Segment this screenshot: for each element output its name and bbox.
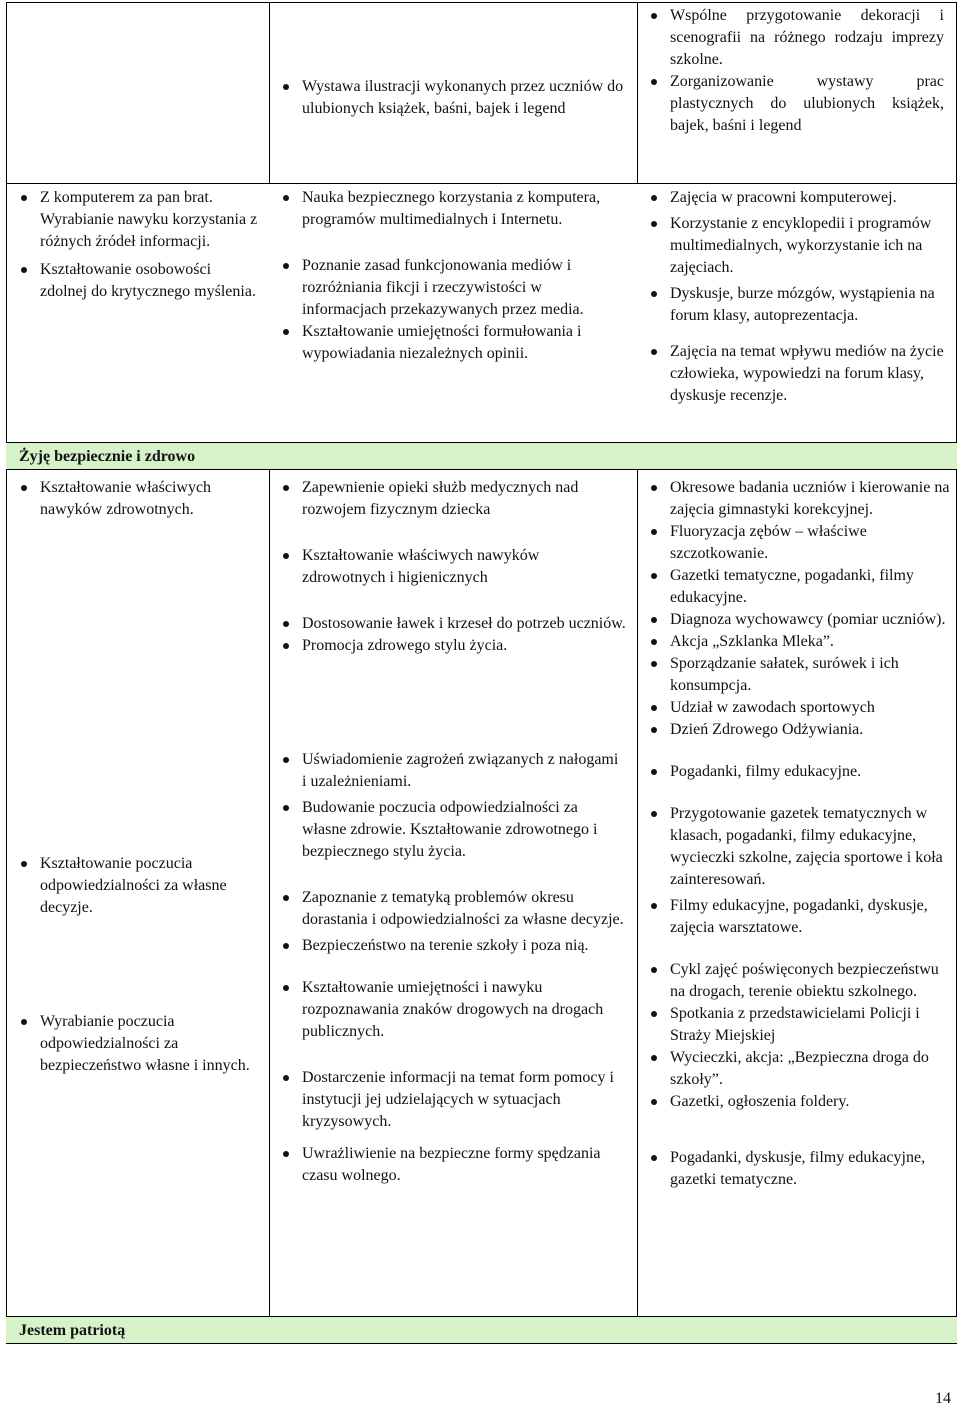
list-item: Dzień Zdrowego Odżywiania. (642, 719, 954, 741)
section-title: Jestem patriotą (19, 1322, 126, 1339)
list-item: Filmy edukacyjne, pogadanki, dyskusje, zajęcia warsztatowe. (642, 895, 954, 939)
health-row-col2 (274, 477, 626, 1187)
list-item: Przygotowanie gazetek tematycznych w klasach, pogadanki, filmy edukacyjne, wycieczki szkolne, zajęcia sportowe i koła zainteresowań. (642, 803, 954, 891)
list-item: Spotkania z przedstawicielami Policji i Straży Miejskiej (642, 1003, 954, 1047)
computer-row-col1 (12, 187, 262, 303)
list-item: Diagnoza wychowawcy (pomiar uczniów). (642, 609, 954, 631)
list-item: Gazetki, ogłoszenia foldery. (642, 1091, 954, 1113)
list-item: Wycieczki, akcja: „Bezpieczna droga do szkoły”. (642, 1047, 954, 1091)
section-row-health (6, 442, 957, 470)
list-item: Bezpieczeństwo na terenie szkoły i poza nią. (274, 935, 626, 957)
list-item: Zajęcia na temat wpływu mediów na życie człowieka, wypowiedzi na forum klasy, dyskusje recenzje. (642, 341, 954, 407)
top-row-col2 (274, 76, 626, 120)
list-item: Zapewnienie opieki służb medycznych nad rozwojem fizycznym dziecka (274, 477, 626, 521)
section-title: Żyję bezpiecznie i zdrowo (19, 448, 196, 465)
list-item: Kształtowanie właściwych nawyków zdrowotnych. (12, 477, 262, 521)
list-item: Wystawa ilustracji wykonanych przez uczniów do ulubionych książek, baśni, bajek i legend (274, 76, 626, 120)
list-item: Poznanie zasad funkcjonowania mediów i rozróżniania fikcji i rzeczywistości w informacjach przekazywanych przez media. (274, 255, 626, 321)
list-item: Dyskusje, burze mózgów, wystąpienia na forum klasy, autoprezentacja. (642, 283, 954, 327)
top-row-col3 (642, 5, 944, 137)
list-item: Z komputerem za pan brat. Wyrabianie nawyku korzystania z różnych źródeł informacji. (12, 187, 262, 253)
list-item: Okresowe badania uczniów i kierowanie na zajęcia gimnastyki korekcyjnej. (642, 477, 954, 521)
list-item: Kształtowanie umiejętności i nawyku rozpoznawania znaków drogowych na drogach publicznych. (274, 977, 626, 1043)
list-item: Korzystanie z encyklopedii i programów multimedialnych, wykorzystanie ich na zajęciach. (642, 213, 954, 279)
computer-row-col3 (642, 187, 954, 407)
list-item: Uświadomienie zagrożeń związanych z nałogami i uzależnieniami. (274, 749, 626, 793)
list-item: Nauka bezpiecznego korzystania z komputera, programów multimedialnych i Internetu. (274, 187, 626, 231)
list-item: Budowanie poczucia odpowiedzialności za własne zdrowie. Kształtowanie zdrowotnego i bezpiecznego stylu życia. (274, 797, 626, 863)
list-item: Udział w zawodach sportowych (642, 697, 954, 719)
list-item: Zajęcia w pracowni komputerowej. (642, 187, 954, 209)
list-item: Sporządzanie sałatek, surówek i ich konsumpcja. (642, 653, 954, 697)
list-item: Fluoryzacja zębów – właściwe szczotkowanie. (642, 521, 954, 565)
list-item: Akcja „Szklanka Mleka”. (642, 631, 954, 653)
section-row-patriot (6, 1316, 957, 1344)
list-item: Kształtowanie poczucia odpowiedzialności za własne decyzje. (12, 853, 262, 919)
list-item: Cykl zajęć poświęconych bezpieczeństwu na drogach, terenie obiektu szkolnego. (642, 959, 954, 1003)
list-item: Zapoznanie z tematyką problemów okresu dorastania i odpowiedzialności za własne decyzje. (274, 887, 626, 931)
list-item: Zorganizowanie wystawy prac plastycznych do ulubionych książek, bajek, baśni i legend (642, 71, 944, 137)
computer-row-col2 (274, 187, 626, 365)
health-row-col3 (642, 477, 954, 1191)
list-item: Pogadanki, filmy edukacyjne. (642, 761, 954, 783)
list-item: Wyrabianie poczucia odpowiedzialności za bezpieczeństwo własne i innych. (12, 1011, 262, 1077)
list-item: Gazetki tematyczne, pogadanki, filmy edukacyjne. (642, 565, 954, 609)
column-divider (269, 2, 270, 183)
list-item: Dostarczenie informacji na temat form pomocy i instytucji jej udzielających w sytuacjach kryzysowych. (274, 1067, 626, 1133)
list-item: Kształtowanie osobowości zdolnej do krytycznego myślenia. (12, 259, 262, 303)
list-item: Kształtowanie umiejętności formułowania i wypowiadania niezależnych opinii. (274, 321, 626, 365)
health-row-col1 (12, 477, 262, 1077)
page-number: 14 (935, 1390, 951, 1407)
list-item: Promocja zdrowego stylu życia. (274, 635, 626, 657)
column-divider (637, 470, 638, 1316)
row-divider (6, 183, 957, 184)
column-divider (269, 470, 270, 1316)
column-divider (637, 2, 638, 183)
list-item: Dostosowanie ławek i krzeseł do potrzeb uczniów. (274, 613, 626, 635)
list-item: Pogadanki, dyskusje, filmy edukacyjne, gazetki tematyczne. (642, 1147, 954, 1191)
list-item: Wspólne przygotowanie dekoracji i scenografii na różnego rodzaju imprezy szkolne. (642, 5, 944, 71)
list-item: Uwrażliwienie na bezpieczne formy spędzania czasu wolnego. (274, 1143, 626, 1187)
list-item: Kształtowanie właściwych nawyków zdrowotnych i higienicznych (274, 545, 626, 589)
